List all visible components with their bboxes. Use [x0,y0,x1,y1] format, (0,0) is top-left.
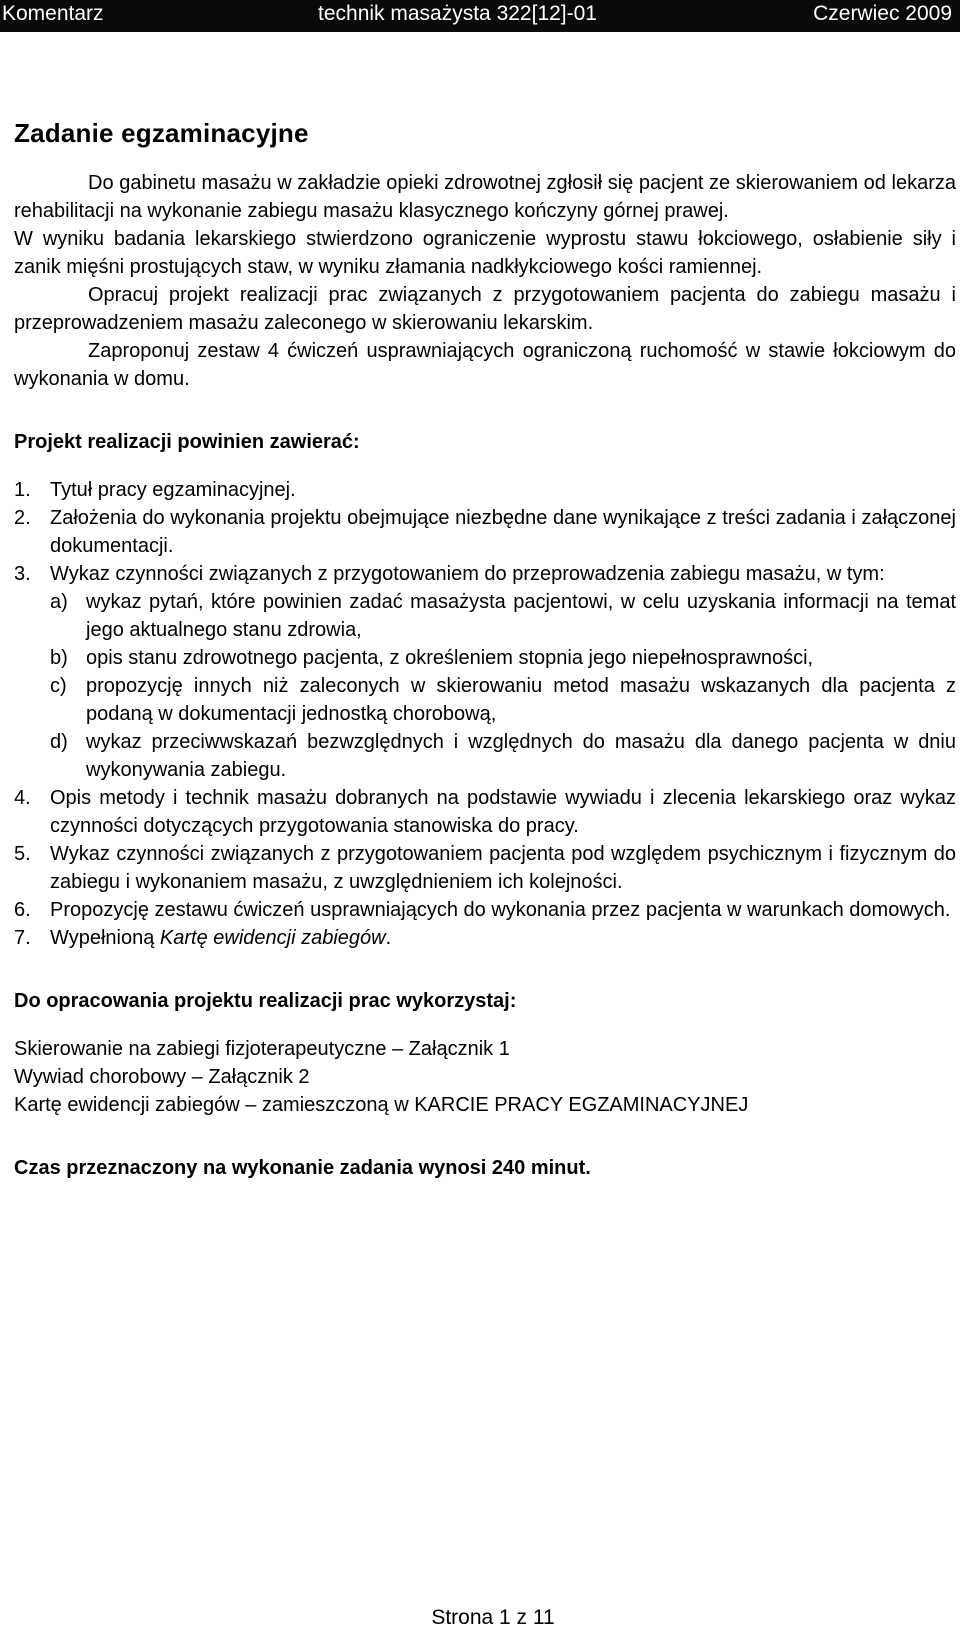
list-item-number: 4. [14,787,31,809]
list-item-number: 7. [14,927,31,949]
header-right-text: Czerwiec 2009 [813,2,952,25]
project-heading: Projekt realizacji powinien zawierać: [14,431,360,453]
list-item-text: Tytuł pracy egzaminacyjnej. [50,479,296,501]
attachment-item: Kartę ewidencji zabiegów – zamieszczoną w KARCIE PRACY EGZAMINACYJNEJ [14,1094,749,1116]
sub-list [50,588,956,784]
sub-list-item [50,588,956,644]
list-item-text: Wykaz czynności związanych z przygotowaniem do przeprowadzenia zabiegu masażu, w tym: [50,563,885,585]
list-item-number: 5. [14,843,31,865]
page-title: Zadanie egzaminacyjne [14,118,309,148]
list-item-text: Wypełnioną [50,927,160,949]
task-paragraph: Do gabinetu masażu w zakładzie opieki zdrowotnej zgłosił się pacjent ze skierowaniem od lekarza rehabilitacji na wykonanie zabiegu masażu klasycznego kończyny górnej prawej. [14,172,956,222]
page-header [0,0,960,32]
sub-list-text: wykaz pytań, które powinien zadać masażysta pacjentowi, w celu uzyskania informacji na temat jego aktualnego stanu zdrowia, [86,591,956,641]
list-item-number: 6. [14,899,31,921]
list-item-number: 2. [14,507,31,529]
list-item [14,840,956,896]
task-paragraph: W wyniku badania lekarskiego stwierdzono ograniczenie wyprostu stawu łokciowego, osłabienie siły i zanik mięśni prostujących staw, w wyniku złamania nadkłykciowego kości ramiennej. [14,228,956,278]
page-footer: Strona 1 z 11 [431,1606,555,1629]
documents-heading: Do opracowania projektu realizacji prac wykorzystaj: [14,990,517,1012]
time-note: Czas przeznaczony na wykonanie zadania wynosi 240 minut. [14,1157,591,1179]
list-item-italic-text: Kartę ewidencji zabiegów [159,927,386,949]
attachments-list [14,1035,956,1119]
sub-list-item [50,672,956,728]
header-center-text: technik masażysta 322[12]-01 [318,2,597,25]
sub-list-item [50,644,956,672]
requirements-list [14,476,956,952]
list-item-text-end: . [385,927,392,949]
task-description [14,169,956,393]
list-item-text: Opis metody i technik masażu dobranych na podstawie wywiadu i zlecenia lekarskiego oraz wykaz czynności dotyczących przygotowania stanowiska do pracy. [50,787,956,837]
list-item [14,896,956,924]
header-left-text: Komentarz [2,2,104,25]
list-item-text: Wykaz czynności związanych z przygotowaniem pacjenta pod względem psychicznym i fizycznym do zabiegu i wykonaniem masażu, z uwzględnieniem ich kolejności. [50,843,956,893]
list-item [14,784,956,840]
list-item-text: Propozycję zestawu ćwiczeń usprawniających do wykonania przez pacjenta w warunkach domowych. [50,899,951,921]
sub-list-item [50,728,956,784]
sub-list-text: opis stanu zdrowotnego pacjenta, z określeniem stopnia jego niepełnosprawności, [86,647,814,669]
attachment-item: Wywiad chorobowy – Załącznik 2 [14,1066,310,1088]
sub-list-letter: d) [50,731,68,753]
sub-list-letter: b) [50,647,68,669]
sub-list-letter: a) [50,591,68,613]
task-paragraph: Opracuj projekt realizacji prac związanych z przygotowaniem pacjenta do zabiegu masażu i przeprowadzeniem masażu zaleconego w skierowaniu lekarskim. [14,284,956,334]
attachment-item: Skierowanie na zabiegi fizjoterapeutyczne – Załącznik 1 [14,1038,510,1060]
sub-list-text: propozycję innych niż zaleconych w skierowaniu metod masażu wskazanych dla pacjenta z podaną w dokumentacji jednostką chorobową, [86,675,956,725]
list-item [14,504,956,560]
sub-list-letter: c) [50,675,67,697]
task-paragraph: Zaproponuj zestaw 4 ćwiczeń usprawniających ograniczoną ruchomość w stawie łokciowym do wykonania w domu. [14,340,956,390]
sub-list-text: wykaz przeciwwskazań bezwzględnych i względnych do masażu dla danego pacjenta w dniu wykonywania zabiegu. [86,731,956,781]
page-content [14,118,956,1180]
list-item-number: 3. [14,563,31,585]
list-item-text: Założenia do wykonania projektu obejmujące niezbędne dane wynikające z treści zadania i załączonej dokumentacji. [50,507,956,557]
list-item [14,560,956,784]
list-item [14,924,956,952]
list-item [14,476,956,504]
list-item-number: 1. [14,479,31,501]
